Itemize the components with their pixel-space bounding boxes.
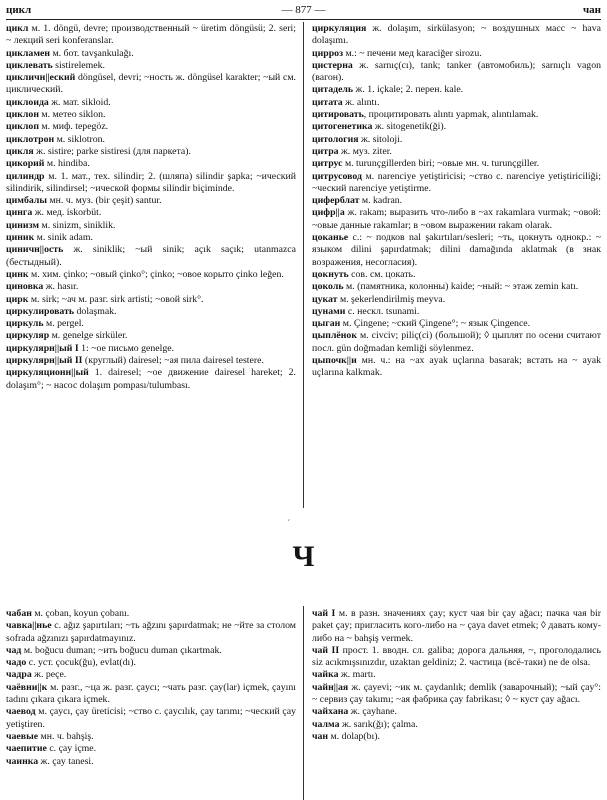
upper-left-column <box>6 23 296 503</box>
entry-headword: циклоп <box>6 121 39 133</box>
entry-definition: ж. çayevi; ~ик м. çaydanlık; demlik (заварочный); ~ый çay°: ~ сервиз çay takımı; ~ая фабрика çay fabrikası; ◊ ~ куст çay ağacı. <box>312 681 601 706</box>
dictionary-entry <box>6 306 296 318</box>
dictionary-entry <box>312 355 601 380</box>
entry-definition: м. хим. çinko; ~овый çinko°; çinko; ~овое корыто çinko leğen. <box>28 268 284 280</box>
dictionary-entry <box>6 72 296 97</box>
entry-definition: , процитировать alıntı yapmak, alıntılamak. <box>363 109 539 121</box>
entry-definition: ж. муз. ziter. <box>338 145 392 157</box>
entry-definition: м. çaycı, çay üreticisi; ~ство с. çaycılık, çay tarımı; ~ческий çay yetiştiren. <box>6 706 296 730</box>
entry-headword: цокнуть <box>312 268 349 280</box>
entry-headword: цикорий <box>6 158 45 170</box>
dictionary-entry <box>6 281 296 293</box>
entry-definition: м. (памятника, колонны) kaide; ~ный: ~ этаж zemin katı. <box>343 281 579 293</box>
entry-definition: м. в разн. значениях çay; куст чая bir çay ağacı; пачка чая bir paket çay; пригласить кого-либо на ~ çaya davet etmek; ◊ давать кому-либо на ~ bahşiş vermek. <box>312 608 601 644</box>
entry-headword: чад <box>6 644 22 656</box>
page-number: — 877 — <box>281 4 326 16</box>
entry-definition: м. метео siklon. <box>38 109 106 121</box>
entry-headword: циркулярн||ый I <box>6 342 79 354</box>
entry-headword: цитрус <box>312 158 343 170</box>
dictionary-entry <box>6 657 296 669</box>
entry-definition: м. разг., ~ца ж. разг. çaycı; ~чать разг. çay(lar) içmek, çayını tadını çıkara çıkara içmek. <box>6 681 296 706</box>
entry-headword: цоканье <box>312 232 349 244</box>
entry-headword: цыган <box>312 318 341 330</box>
column-divider-lower <box>303 606 304 800</box>
dictionary-entry <box>6 171 296 196</box>
dictionary-entry <box>6 121 296 133</box>
entry-headword: чайн||ая <box>312 681 349 693</box>
dictionary-entry <box>312 97 601 109</box>
dictionary-entry <box>6 207 296 219</box>
dictionary-entry <box>312 306 601 318</box>
entry-headword: чан <box>312 730 329 742</box>
entry-definition: м. narenciye yetiştiricisi; ~ство с. narenciye yetiştiriciliği; ~ческий narenciye yetiştirme. <box>312 170 601 194</box>
dictionary-entry <box>6 343 296 355</box>
column-divider-upper <box>303 22 304 508</box>
entry-definition: м. pergel. <box>43 318 84 330</box>
dictionary-entry <box>312 269 601 281</box>
dictionary-entry <box>312 121 601 133</box>
entry-headword: цимбалы <box>6 195 47 207</box>
entry-headword: цирк <box>6 293 29 305</box>
section-letter: Ч <box>292 540 315 573</box>
entry-definition: м. civciv; piliç(ci) (большой); ◊ цыплят по осени считают посл. gün doğmadan kemliği söylenmez. <box>312 330 601 354</box>
dictionary-entry <box>312 706 601 718</box>
entry-definition: (круглый) dairesel; ~ая пила dairesel testere. <box>82 355 264 367</box>
upper-right-column <box>312 23 601 503</box>
dictionary-entry <box>312 318 601 330</box>
dictionary-entry <box>6 743 296 755</box>
entry-definition: ж. martı. <box>338 669 376 681</box>
entry-headword: цыплёнок <box>312 330 357 342</box>
entry-headword: цитогенетика <box>312 121 373 133</box>
entry-headword: циклоида <box>6 96 49 108</box>
dictionary-entry <box>6 355 296 367</box>
dictionary-entry <box>312 84 601 96</box>
dictionary-entry <box>312 207 601 232</box>
entry-headword: чаёвни||к <box>6 681 48 693</box>
dictionary-entry <box>6 97 296 109</box>
entry-headword: цистерна <box>312 59 353 71</box>
entry-headword: циркуляр <box>6 330 50 342</box>
entry-definition: мн. ч. bahşiş. <box>38 730 94 742</box>
entry-definition: ж. peçe. <box>31 669 67 681</box>
entry-definition: м. миф. tepegöz. <box>38 121 109 133</box>
entry-definition: ж. sitoloji. <box>358 133 403 145</box>
dictionary-entry <box>6 109 296 121</box>
entry-definition: ж. мат. sikloid. <box>48 96 111 108</box>
entry-headword: циклон <box>6 109 39 121</box>
entry-definition: м. sirk; ~ач м. разг. sirk artisti; ~овой sirk°. <box>28 293 204 305</box>
entry-definition: 1. dairesel; ~ое движение dairesel hareket; 2. dolaşım°; ~ насос dolaşım pompası/tulumbası. <box>6 367 296 391</box>
entry-definition: ж. siniklik; ~ый sinik; açık saçık; utanmazca (бестыдный). <box>6 244 296 268</box>
entry-definition: м. turunçgillerden biri; ~овые мн. ч. turunçgiller. <box>342 158 540 170</box>
dictionary-entry <box>312 171 601 196</box>
entry-headword: цилиндр <box>6 170 45 182</box>
dictionary-entry <box>312 48 601 60</box>
entry-definition: м. dolap(bı). <box>328 730 380 742</box>
entry-definition: с. çay içme. <box>46 743 97 755</box>
dictionary-entry <box>312 719 601 731</box>
entry-definition: прост. 1. вводн. сл. galiba; дорога дальняя, ~, проголодались siz acıkmışsınızdır, uzaktan geldiniz; 2. частица (всё-таки) ne de olsa. <box>312 644 601 669</box>
dictionary-entry <box>6 134 296 146</box>
dictionary-entry <box>6 195 296 207</box>
entry-headword: цитра <box>312 145 339 157</box>
entry-headword: чайхана <box>312 706 349 718</box>
dictionary-entry <box>6 330 296 342</box>
lower-left-column <box>6 608 296 800</box>
entry-headword: чайка <box>312 669 339 681</box>
dictionary-entry <box>6 318 296 330</box>
dictionary-entry <box>6 244 296 269</box>
entry-headword: цифр||а <box>312 207 345 219</box>
entry-headword: цитология <box>312 133 359 145</box>
dictionary-entry <box>312 281 601 293</box>
entry-headword: чавка||нье <box>6 620 52 632</box>
entry-headword: чаинка <box>6 755 39 767</box>
dictionary-entry <box>6 669 296 681</box>
entry-headword: циркулировать <box>6 305 75 317</box>
entry-definition: ж. çay tanesi. <box>38 755 94 767</box>
entry-headword: циркуль <box>6 318 44 330</box>
entry-definition: м. şekerlendirilmiş meyva. <box>337 293 446 305</box>
dictionary-entry <box>312 158 601 170</box>
dictionary-entry <box>6 620 296 645</box>
dictionary-entry <box>6 23 296 48</box>
entry-definition: сов. см. цокать. <box>348 268 416 280</box>
entry-definition: ж. sistire; parke sistiresi (для паркета). <box>33 145 191 157</box>
entry-definition: 1: ~ое письмо genelge. <box>78 342 175 354</box>
entry-definition: м. kadran. <box>359 195 403 207</box>
dictionary-entry <box>6 158 296 170</box>
entry-definition: ж. çayhane. <box>348 706 397 718</box>
dictionary-entry <box>6 269 296 281</box>
tick-mark: ´ <box>287 519 291 530</box>
entry-headword: чалма <box>312 718 340 730</box>
lower-right-column <box>312 608 601 800</box>
entry-definition: ж. мед. iskorbüt. <box>32 207 102 219</box>
entry-headword: чадра <box>6 669 32 681</box>
entry-definition: м. Çingene; ~ский Çingene°; ~ язык Çingence. <box>340 318 531 330</box>
dictionary-entry <box>6 48 296 60</box>
dictionary-entry <box>312 731 601 743</box>
entry-headword: цитадель <box>312 84 354 96</box>
dictionary-entry <box>6 60 296 72</box>
dictionary-entry <box>312 608 601 645</box>
dictionary-entry <box>312 134 601 146</box>
entry-headword: чабан <box>6 608 32 619</box>
dictionary-entry <box>6 756 296 768</box>
entry-definition: ж. dolaşım, sirkülasyon; ~ воздушных масс ~ hava dolaşımı. <box>312 23 601 47</box>
dictionary-entry <box>6 731 296 743</box>
entry-headword: цинк <box>6 268 29 280</box>
entry-definition: м. genelge sirküler. <box>49 330 128 342</box>
dictionary-entry <box>312 109 601 121</box>
entry-headword: цоколь <box>312 281 344 293</box>
entry-definition: ж. hasır. <box>43 281 79 293</box>
dictionary-entry <box>6 608 296 620</box>
entry-headword: циник <box>6 232 35 244</box>
entry-headword: цикламен <box>6 47 50 59</box>
entry-definition: döngüsel, devri; ~ность ж. döngüsel karakter; ~ый см. циклический. <box>6 72 296 96</box>
entry-headword: цунами <box>312 305 346 317</box>
entry-headword: циркуляция <box>312 23 367 34</box>
dictionary-entry <box>6 645 296 657</box>
header-rule <box>6 19 601 20</box>
dictionary-entry <box>6 232 296 244</box>
header-right-guideword: чан <box>582 4 601 16</box>
dictionary-entry <box>312 23 601 48</box>
page-header <box>6 4 601 18</box>
entry-definition: м. siklotron. <box>54 133 105 145</box>
dictionary-entry <box>312 669 601 681</box>
entry-definition: м. 1. döngü, devre; производственный ~ üretim döngüsü; 2. seri; ~ лекций seri konferanslar. <box>6 23 296 47</box>
entry-headword: циркуляционн||ый <box>6 367 89 379</box>
entry-definition: м. sinik adam. <box>34 232 93 244</box>
dictionary-entry <box>6 220 296 232</box>
entry-headword: чай I <box>312 608 336 619</box>
entry-definition: мн. ч.: на ~ах ayak uçlarına basarak; встать на ~ ayak uçlarına kalkmak. <box>312 355 601 379</box>
entry-definition: с. уст. çocuk(ğu), evlat(dı). <box>26 657 136 669</box>
entry-definition: ж. sarnıç(cı), tank; tanker (автомобиль); sarnıçlı vagon (вагон). <box>312 59 601 84</box>
entry-definition: м. hindiba. <box>44 158 90 170</box>
entry-headword: чай II <box>312 644 340 656</box>
entry-headword: цикля <box>6 145 34 157</box>
entry-definition: ж. rakam; выразить что-либо в ~ах rakamlara vurmak; ~овой: ~овые данные rakamlar; в ~овом выражении rakam olarak. <box>312 207 601 231</box>
dictionary-entry <box>312 232 601 269</box>
dictionary-entry <box>6 682 296 707</box>
entry-definition: м. sinizm, siniklik. <box>39 219 116 231</box>
entry-headword: цикл <box>6 23 29 34</box>
dictionary-entry <box>312 146 601 158</box>
entry-definition: с. ağız şapırtıları; ~ть ağzını şapırdatmak; не ~йте за столом sofrada ağzınızı şapırdatmayınız. <box>6 620 296 644</box>
dictionary-entry <box>312 195 601 207</box>
entry-headword: циклевать <box>6 59 53 71</box>
entry-definition: мн. ч. муз. (bir çeşit) santur. <box>47 195 162 207</box>
entry-definition: ж. 1. içkale; 2. перен. kale. <box>353 84 464 96</box>
entry-headword: цинга <box>6 207 33 219</box>
entry-definition: ж. sitogenetik(ği). <box>372 121 447 133</box>
entry-headword: цирроз <box>312 47 344 59</box>
entry-headword: цыпочк||и <box>312 355 357 367</box>
entry-definition: м. boğucu duman; ~ить boğucu duman çıkartmak. <box>21 644 222 656</box>
entry-headword: чаевод <box>6 706 36 718</box>
entry-headword: цикличн||еский <box>6 72 76 84</box>
entry-definition: dolaşmak. <box>74 305 117 317</box>
entry-headword: циркулярн||ый II <box>6 355 83 367</box>
entry-definition: м. 1. мат., тех. silindir; 2. (шляпа) silindir şapka; ~ический silindirik, silindirsel; ~ической формы silindir biçiminde. <box>6 170 296 194</box>
entry-definition: м. çoban, koyun çobanı. <box>31 608 130 619</box>
entry-headword: цитата <box>312 96 343 108</box>
entry-headword: чадо <box>6 657 27 669</box>
entry-headword: циничн||ость <box>6 244 64 256</box>
dictionary-entry <box>6 146 296 158</box>
dictionary-entry <box>6 367 296 392</box>
entry-headword: цукат <box>312 293 338 305</box>
entry-headword: чаевые <box>6 730 39 742</box>
entry-definition: с.: ~ подков nal şakırtıları/sesleri; ~ть, цокнуть однокр.: ~ языком dilini şapırdatmak; dilini damağında aklatmak (в знак возражения, несогласия). <box>312 232 601 268</box>
dictionary-entry <box>312 294 601 306</box>
header-left-guideword: цикл <box>6 4 32 16</box>
entry-definition: ж. sarık(ğı); çalma. <box>339 718 418 730</box>
dictionary-entry <box>6 294 296 306</box>
dictionary-entry <box>312 645 601 670</box>
entry-headword: циферблат <box>312 195 360 207</box>
entry-definition: sistirelemek. <box>52 59 105 71</box>
entry-definition: с. нескл. tsunami. <box>345 305 420 317</box>
entry-definition: ж. alıntı. <box>342 96 380 108</box>
dictionary-entry <box>312 682 601 707</box>
entry-definition: м. бот. tavşankulağı. <box>50 47 134 59</box>
dictionary-entry <box>312 60 601 85</box>
dictionary-entry <box>312 330 601 355</box>
entry-headword: циклотрон <box>6 133 55 145</box>
entry-definition: м.: ~ печени мед karaciğer sirozu. <box>343 47 482 59</box>
entry-headword: цитрусовод <box>312 170 362 182</box>
dictionary-entry <box>6 706 296 731</box>
entry-headword: чаепитие <box>6 743 47 755</box>
entry-headword: цитировать <box>312 109 364 121</box>
entry-headword: циновка <box>6 281 44 293</box>
entry-headword: цинизм <box>6 219 40 231</box>
